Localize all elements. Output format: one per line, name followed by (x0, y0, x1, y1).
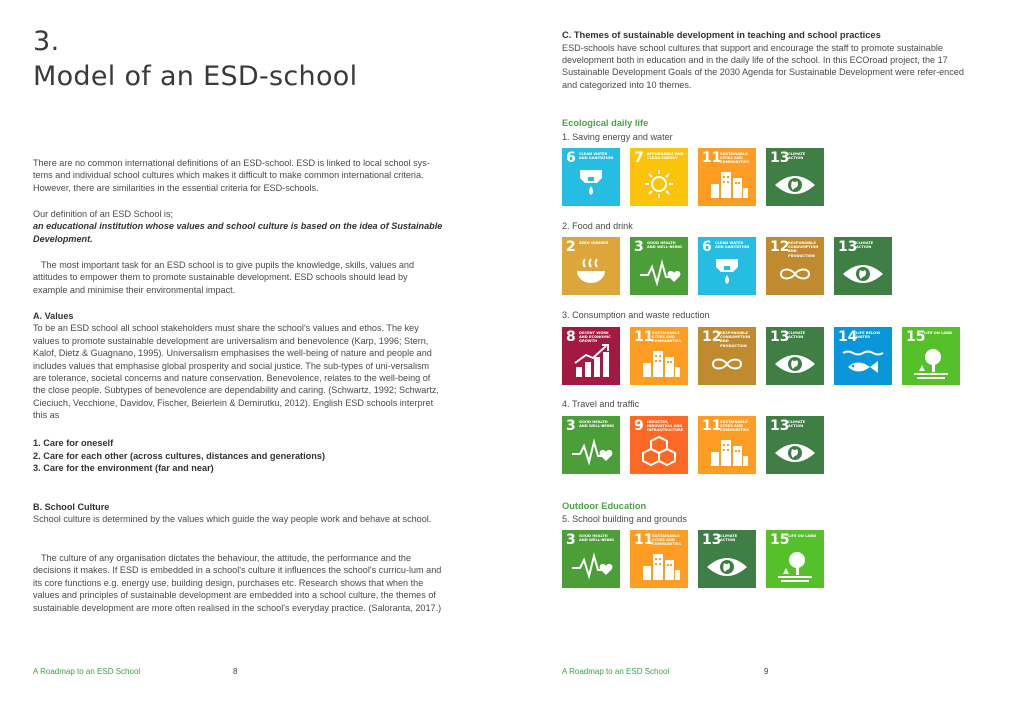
sdg-tile-6 (562, 148, 620, 206)
theme-tiles (562, 237, 892, 295)
sdg-label: LIFE ON LAND (924, 331, 953, 335)
sdg-number: 11 (634, 532, 654, 548)
sdg-tile-3 (630, 237, 688, 295)
definition-block (33, 208, 443, 245)
sdg-tile-3 (562, 416, 620, 474)
sdg-number: 11 (702, 418, 722, 434)
chapter-title: Model of an ESD-school (33, 61, 358, 92)
sdg-number: 13 (770, 150, 790, 166)
sdg-label: INDUSTRY, INNOVATION AND INFRASTRUCTURE (647, 420, 684, 433)
sdg-label: CLEAN WATER AND SANITATION (579, 152, 614, 161)
culture-text: School culture is determined by the values which guide the way people work and behave at school. (33, 514, 432, 525)
sdg-tile-11 (630, 327, 688, 385)
sdg-tile-13 (834, 237, 892, 295)
sdg-number: 15 (906, 329, 926, 345)
sdg-label: GOOD HEALTH AND WELL-BEING (647, 241, 683, 250)
sdg-tile-12 (698, 327, 756, 385)
values-heading: A. Values (33, 311, 74, 321)
sdg-number: 12 (770, 239, 790, 255)
sdg-label: SUSTAINABLE CITIES AND COMMUNITIES (720, 420, 749, 433)
page-number-left: 8 (233, 667, 238, 676)
sdg-tile-9 (630, 416, 688, 474)
sdg-number: 13 (770, 329, 790, 345)
sdg-label: CLIMATE ACTION (856, 241, 874, 250)
sdg-number: 2 (566, 239, 576, 255)
sdg-tile-6 (698, 237, 756, 295)
chapter-number: 3. (33, 26, 60, 57)
sdg-number: 13 (770, 418, 790, 434)
sdg-number: 3 (566, 532, 576, 548)
sdg-label: CLIMATE ACTION (788, 152, 806, 161)
sdg-tile-14 (834, 327, 892, 385)
sdg-label: LIFE ON LAND (788, 534, 817, 538)
task-paragraph (33, 259, 443, 296)
sdg-tile-13 (698, 530, 756, 588)
theme-title-3: 3. Consumption and waste reduction (562, 310, 710, 320)
intro-paragraph (33, 157, 443, 194)
sdg-tile-13 (766, 416, 824, 474)
sdg-number: 12 (702, 329, 722, 345)
sdg-number: 15 (770, 532, 790, 548)
theme-tiles (562, 327, 960, 385)
sdg-number: 6 (702, 239, 712, 255)
sdg-label: CLIMATE ACTION (788, 420, 806, 429)
sdg-label: GOOD HEALTH AND WELL-BEING (579, 420, 615, 429)
definition-text: an educational institution whose values and school culture is based on the idea of Sustainable Development. (33, 221, 443, 244)
footer-right: A Roadmap to an ESD School (562, 667, 670, 676)
sdg-tile-7 (630, 148, 688, 206)
sdg-label: GOOD HEALTH AND WELL-BEING (579, 534, 615, 543)
theme-tiles (562, 148, 824, 206)
footer-left: A Roadmap to an ESD School (33, 667, 141, 676)
sdg-label: SUSTAINABLE CITIES AND COMMUNITIES (652, 534, 681, 547)
sdg-number: 11 (634, 329, 654, 345)
sdg-number: 6 (566, 150, 576, 166)
sdg-tile-11 (630, 530, 688, 588)
sdg-tile-12 (766, 237, 824, 295)
care-list (33, 437, 443, 475)
culture-paragraph-text: The culture of any organisation dictates the behaviour, the attitude, the performance and the decisions it makes. If ESD is embedded in a school's culture it influences the school's curricu-lum and its core functions e.g. energy use, building design, purchases etc. Research shows that when the values and principles of sustainable development are embedded into a school culture, the themes of sustainable development are more often realised in the school's everyday practice. (Saloranta, 2017.) (33, 553, 442, 613)
sdg-label: ZERO HUNGER (579, 241, 609, 245)
definition-lead: Our definition of an ESD School is; (33, 209, 174, 219)
sdg-label: CLIMATE ACTION (720, 534, 738, 543)
group-title-outdoor: Outdoor Education (562, 501, 647, 511)
care-item-1: 1. Care for oneself (33, 438, 114, 448)
sdg-tile-13 (766, 148, 824, 206)
sdg-tile-13 (766, 327, 824, 385)
sdg-tile-11 (698, 416, 756, 474)
sdg-tile-15 (766, 530, 824, 588)
sdg-label: SUSTAINABLE CITIES AND COMMUNITIES (720, 152, 749, 165)
themes-intro: ESD-schools have school cultures that support and encourage the staff to promote sustainable development both in education and in the daily life of the school. In this ECOroad project, the 17 Sustainable Development Goals of the 2030 Agenda for Sustainable Development were refer-enced and categorized into 10 themes. (562, 43, 964, 90)
right-page (512, 0, 1024, 702)
sdg-number: 13 (838, 239, 858, 255)
theme-title-1: 1. Saving energy and water (562, 132, 673, 142)
intro-text: There are no common international definitions of an ESD-school. ESD is linked to local school sys-tems and individual school cultures which makes it difficult to make common international criteria. However, there are similarities in the essential criteria for ESD-schools. (33, 158, 430, 193)
sdg-tile-15 (902, 327, 960, 385)
culture-heading: B. School Culture (33, 502, 110, 512)
care-item-2: 2. Care for each other (across cultures, distances and generations) (33, 450, 326, 461)
sdg-number: 8 (566, 329, 576, 345)
sdg-number: 13 (702, 532, 722, 548)
sdg-number: 11 (702, 150, 722, 166)
sdg-tile-8 (562, 327, 620, 385)
culture-paragraph (33, 552, 443, 614)
sdg-label: SUSTAINABLE CITIES AND COMMUNITIES (652, 331, 681, 344)
sdg-label: LIFE BELOW WATER (856, 331, 881, 340)
theme-title-5: 5. School building and grounds (562, 514, 687, 524)
theme-tiles (562, 530, 824, 588)
sdg-tile-3 (562, 530, 620, 588)
sdg-label: CLEAN WATER AND SANITATION (715, 241, 750, 250)
sdg-tile-11 (698, 148, 756, 206)
sdg-tile-2 (562, 237, 620, 295)
theme-tiles (562, 416, 824, 474)
sdg-number: 9 (634, 418, 644, 434)
page-number-right: 9 (764, 667, 769, 676)
sdg-number: 3 (634, 239, 644, 255)
group-title-ecological: Ecological daily life (562, 118, 649, 128)
sdg-label: CLIMATE ACTION (788, 331, 806, 340)
sdg-number: 14 (838, 329, 858, 345)
sdg-label: RESPONSIBLE CONSUMPTION AND PRODUCTION (720, 331, 751, 348)
themes-heading: C. Themes of sustainable development in teaching and school practices (562, 30, 881, 40)
theme-title-4: 4. Travel and traffic (562, 399, 640, 409)
values-section (33, 310, 443, 422)
theme-title-2: 2. Food and drink (562, 221, 633, 231)
task-text: The most important task for an ESD school is to give pupils the knowledge, skills, values and attitudes to empower them to promote sustainable development. ESD schools should lead by example and minimise their environmental impact. (33, 260, 415, 295)
sdg-label: RESPONSIBLE CONSUMPTION AND PRODUCTION (788, 241, 819, 258)
sdg-number: 3 (566, 418, 576, 434)
sdg-label: DECENT WORK AND ECONOMIC GROWTH (579, 331, 611, 344)
care-item-3: 3. Care for the environment (far and near) (33, 463, 214, 474)
sdg-number: 7 (634, 150, 644, 166)
sdg-label: AFFORDABLE AND CLEAN ENERGY (647, 152, 684, 161)
culture-section (33, 501, 443, 526)
values-text: To be an ESD school all school stakeholders must share the school's values and ethos. The key values to promote sustainable development are universalism and benevolence (Karp, 1996; Stern, Kalof, Dietz & Guagnano, 1995). Universalism emphasises the well-being of nature and people and includes values that emphasise global prosperity and social justice. The sub-types of uni-versalism are tolerance, societal concerns and nature conservation. Benevolence, relates to the well-being of the close people. Subtypes of benevolence are dependability and caring. (Schwartz, 1992; Schwartz, Cieciuch, Vecchione, Davidov, Fischer, Beierlein & Demirutku, 2012). English ESD schools interpret this as (33, 323, 439, 421)
